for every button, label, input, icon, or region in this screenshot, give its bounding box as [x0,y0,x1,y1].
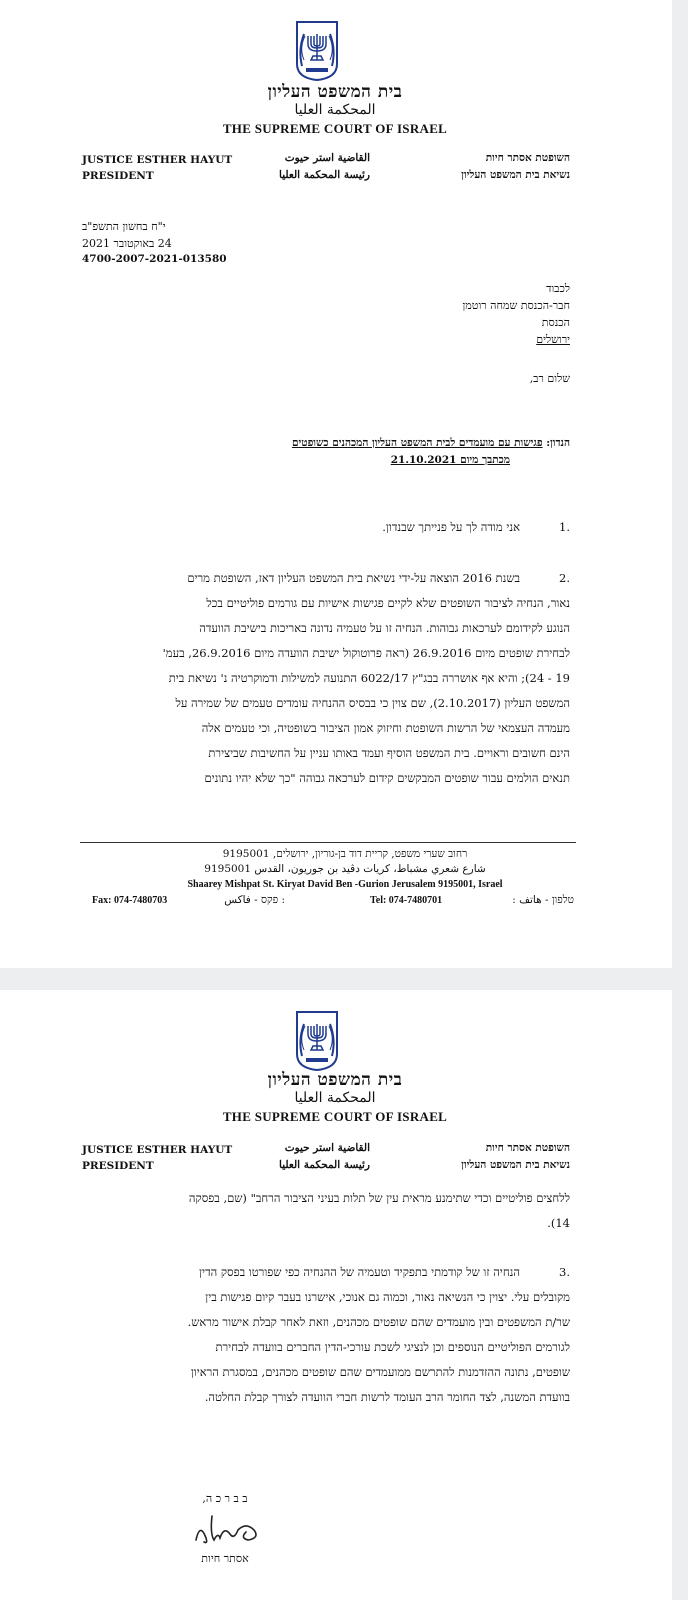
paragraph-line: מקובלים עלי. יצוין כי הנשיאה נאור, וכמוה גם אנוכי, אישרנו בעבר קיום פגישות בין [205,1290,570,1304]
president-name-english: JUSTICE ESTHER HAYUT [82,1144,233,1156]
paragraph-1-text: אני מודה לך על פנייתך שבנדון. [382,520,520,534]
paragraph-line: נאור, הנחיה לציבור השופטים שלא לקיים פגישות אישיות עם גורמים פוליטיים בכל [206,596,570,610]
footer-address-arabic: شارع شعري مشباط، كريات دڤيد بن جوريون، القدس 9195001 [204,863,486,875]
paragraph-2 [80,566,520,591]
president-title-english: PRESIDENT [82,1160,154,1172]
paragraph-line: המשפט העליון (2.10.2017), שם צוין כי בבסיס ההנחיה עומדים טעמים של שמירה על [175,696,570,710]
document-page-2 [0,990,672,1600]
footer-fax: Fax: 074-7480703 [92,895,168,906]
footer-tel: Tel: 074-7480701 [370,895,443,906]
president-name-hebrew: השופטת אסתר חיות [485,152,570,164]
paragraph-line: הנוגע לקידומם לערכאות גבוהות. הנחיה זו על טעמיה נדונה באריכות בישיבת הוועדה [199,621,570,635]
greeting: שלום רב, [529,372,570,385]
paragraph-line: תנאים הולמים עבור שופטים המבקשים קידום לערכאה גבוהה "כך שלא יהיו נתונים [204,771,570,785]
signature-icon [190,1508,270,1548]
paragraph-line: בשנת 2016 הוצאה על-ידי נשיאת בית המשפט העליון דאז, השופטת מרים [187,571,520,585]
paragraph-1-number: .1 [559,520,570,534]
closing-phrase: ב ב ר כ ה, [202,1492,248,1505]
recipient-city: ירושלים [536,333,570,346]
president-name-arabic: القاضية استر حيوت [284,152,370,164]
paragraph-line: לבחירת שופטים מיום 26.9.2016 (ראה פרוטוקול ישיבת הוועדה מיום 26.9.2016, בעמ' [162,646,570,660]
paragraph-line: 19 - 24); והיא אף אושררה בבג"ץ 6022/17 התנועה למשילות ודמוקרטיה נ' נשיאת בית [168,671,570,685]
paragraph-line: מעמדה העצמאי של הרשות השופטת וחיזוק אמון הציבור בשופטיה, וכי טעמים אלה [201,721,570,735]
signer-name: אסתר חיות [201,1552,249,1565]
court-name-english: THE SUPREME COURT OF ISRAEL [222,121,448,136]
state-emblem-icon [294,1010,340,1072]
court-name-hebrew: בית המשפט העליון [267,1070,403,1090]
court-name-arabic: المحكمة العليا [294,1090,376,1106]
recipient-name: חבר-הכנסת שמחה רוטמן [462,299,570,312]
president-title-arabic: رئيسة المحكمة العليا [279,1159,370,1171]
president-title-hebrew: נשיאת בית המשפט העליון [461,169,570,181]
paragraph-2-continued [80,591,570,791]
subject-title: פגישות עם מועמדים לבית המשפט העליון המכהנים כשופטים [291,437,543,449]
date-hebrew: י"ח בחשון התשפ"ב [82,220,166,233]
footer-divider [80,842,576,843]
subject-line [150,437,570,449]
footer-address-hebrew: רחוב שערי משפט, קריית דוד בן-גוריון, ירושלים, 9195001 [222,848,468,860]
footer-fax-label: : פקס - فاكس [224,894,285,906]
footer-address-english: Shaarey Mishpat St. Kiryat David Ben -Gurion Jerusalem 9195001, Israel [187,879,503,890]
subject-label: הנדון: [546,437,570,449]
paragraph-3 [80,1260,520,1285]
president-name-hebrew: השופטת אסתר חיות [485,1142,570,1154]
paragraph-3-number: .3 [559,1265,570,1279]
paragraph-line: בוועדת המשנה, לצד החומר הרב העומד לרשות חברי הוועדה לצורך קבלת החלטה. [204,1390,570,1404]
reference-number: 4700-2007-2021-013580 [82,253,227,265]
paragraph-line: הנחיה זו של קודמתי בתפקיד וטעמיה של ההנחיה כפי שפורטו בפסק הדין [199,1265,520,1279]
court-name-english: THE SUPREME COURT OF ISRAEL [222,1109,448,1124]
president-title-hebrew: נשיאת בית המשפט העליון [461,1159,570,1171]
paragraph-2-number: .2 [559,571,570,585]
paragraph-line: שר/ת המשפטים ובין מועמדים שהם שופטים מכהנים, וזאת לאחר קבלת אישור מראש. [187,1315,570,1329]
paragraph-2-conclusion [80,1186,570,1236]
president-title-arabic: رئيسة المحكمة العليا [279,169,370,181]
court-name-hebrew: בית המשפט העליון [267,82,403,102]
paragraph-line: שופטים, נתונה ההזדמנות להתרשם ממועמדים שהם שופטים מכהנים, במסגרת הראיון [190,1365,570,1379]
paragraph-line: 14). [547,1216,570,1230]
paragraph-3-continued [80,1285,570,1410]
president-name-english: JUSTICE ESTHER HAYUT [82,154,233,166]
paragraph-line: לגורמים הפוליטיים הנוספים וכן לנציגי לשכת עורכי-הדין החברים בוועדה לבחירת [215,1340,570,1354]
footer-tel-label: טלפון - هاتف : [512,894,574,906]
date-gregorian: 24 באוקטובר 2021 [82,237,172,250]
president-title-english: PRESIDENT [82,170,154,182]
state-emblem-icon [294,20,340,82]
paragraph-line: הינם חשובים וראויים. בית המשפט הוסיף ועמד באותו עניין על החשיבות שביצירת [208,746,570,760]
president-name-arabic: القاضية استر حيوت [284,1142,370,1154]
court-name-arabic: المحكمة العليا [294,102,376,118]
recipient-institution: הכנסת [541,316,570,329]
recipient-salutation: לכבוד [546,282,570,295]
subject-reference: מכתבך מיום 21.10.2021 [390,454,510,466]
paragraph-line: ללחצים פוליטיים וכדי שתימנע מראית עין של תלות בעיני הציבור הרחב" (שם, בפסקה [188,1191,570,1205]
